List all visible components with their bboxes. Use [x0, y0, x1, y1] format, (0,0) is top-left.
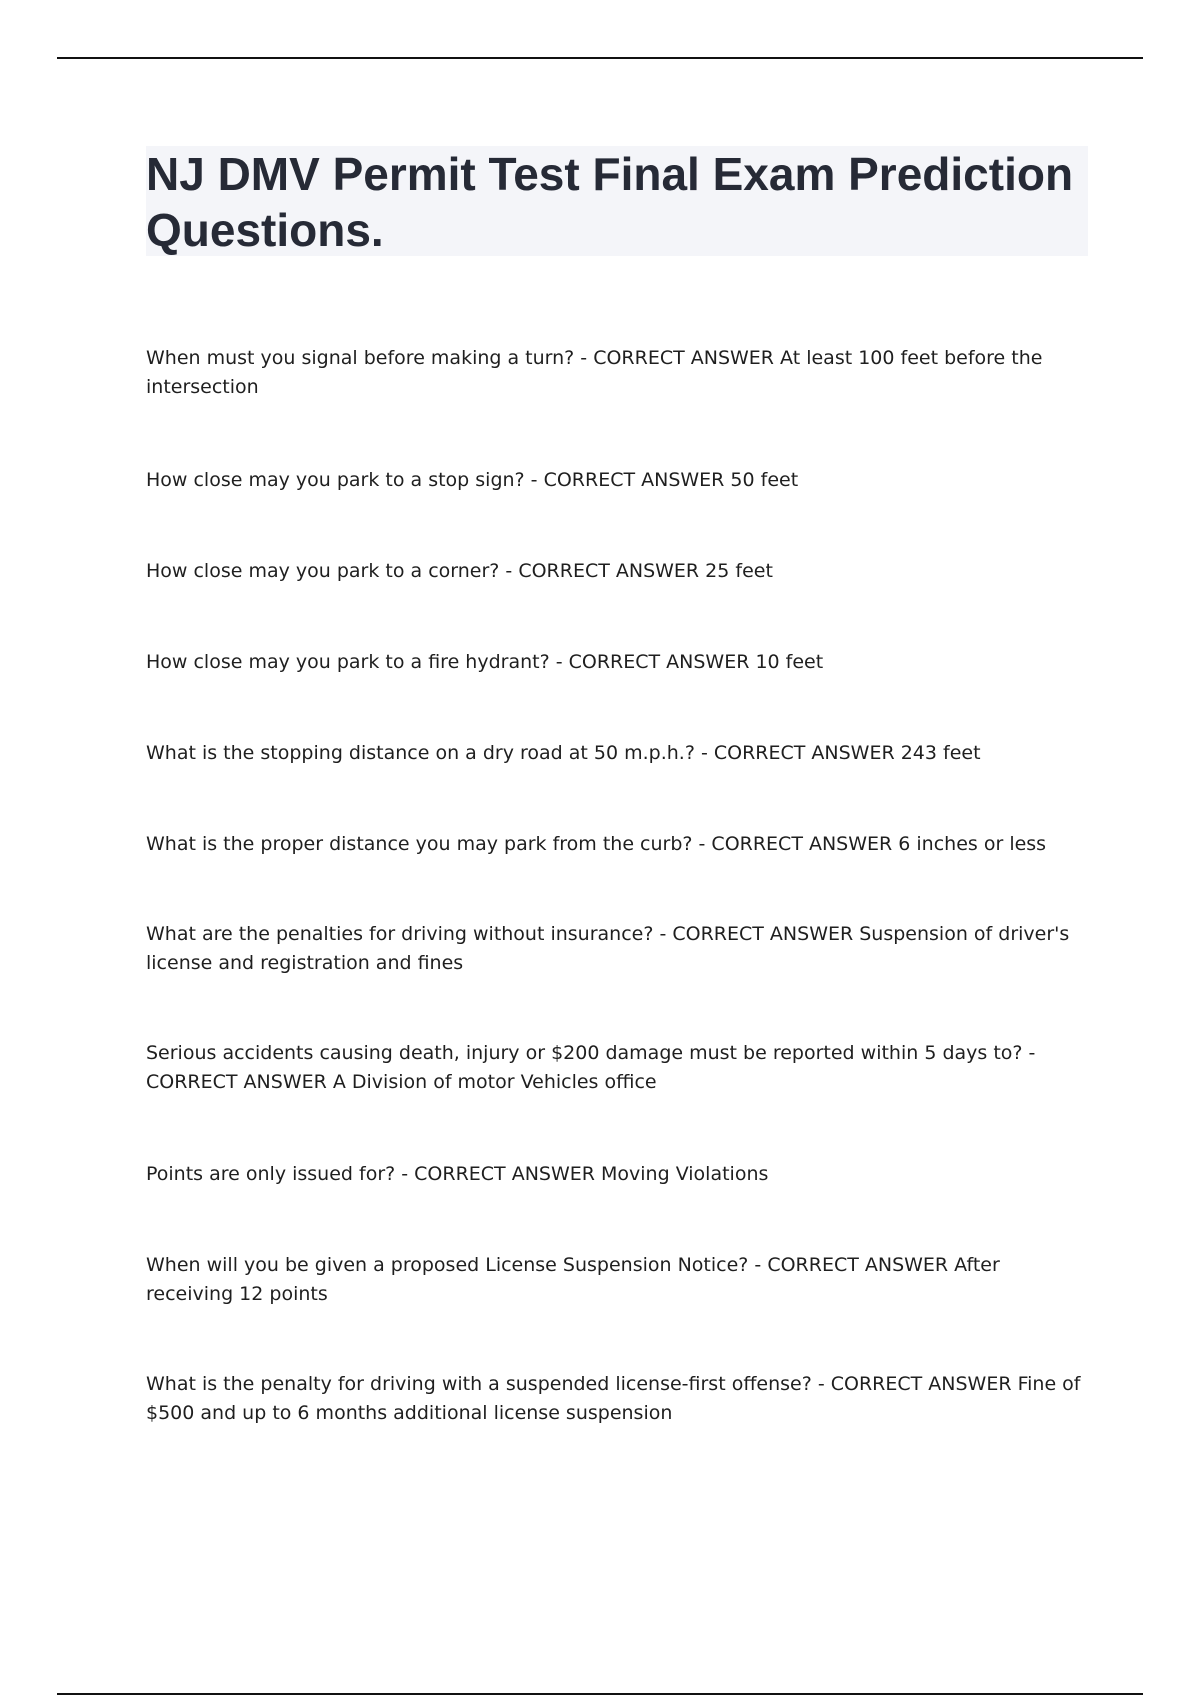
document-title: NJ DMV Permit Test Final Exam Prediction Questions.	[146, 148, 1074, 256]
qa-item-6: What is the proper distance you may park from the curb? - CORRECT ANSWER 6 inches or less	[146, 833, 1047, 855]
qa-item-5: What is the stopping distance on a dry road at 50 m.p.h.? - CORRECT ANSWER 243 feet	[146, 742, 981, 764]
qa-item-2: How close may you park to a stop sign? - CORRECT ANSWER 50 feet	[146, 469, 799, 491]
bottom-rule	[57, 1693, 1143, 1695]
qa-item-11: What is the penalty for driving with a suspended license-first offense? - CORRECT ANSWER Fine of $500 and up to 6 months additional license suspension	[146, 1373, 1081, 1424]
qa-item-3: How close may you park to a corner? - CORRECT ANSWER 25 feet	[146, 560, 773, 582]
qa-item-10: When will you be given a proposed License Suspension Notice? - CORRECT ANSWER After receiving 12 points	[146, 1254, 1000, 1305]
qa-item-1: When must you signal before making a turn? - CORRECT ANSWER At least 100 feet before the intersection	[146, 347, 1043, 398]
qa-item-8: Serious accidents causing death, injury or $200 damage must be reported within 5 days to? - CORRECT ANSWER A Division of motor Vehicles office	[146, 1042, 1036, 1093]
qa-item-4: How close may you park to a fire hydrant? - CORRECT ANSWER 10 feet	[146, 651, 824, 673]
qa-item-7: What are the penalties for driving without insurance? - CORRECT ANSWER Suspension of driver's license and registration and fines	[146, 923, 1070, 974]
top-rule	[57, 57, 1143, 59]
qa-item-9: Points are only issued for? - CORRECT ANSWER Moving Violations	[146, 1163, 769, 1185]
title-block	[146, 146, 1088, 256]
